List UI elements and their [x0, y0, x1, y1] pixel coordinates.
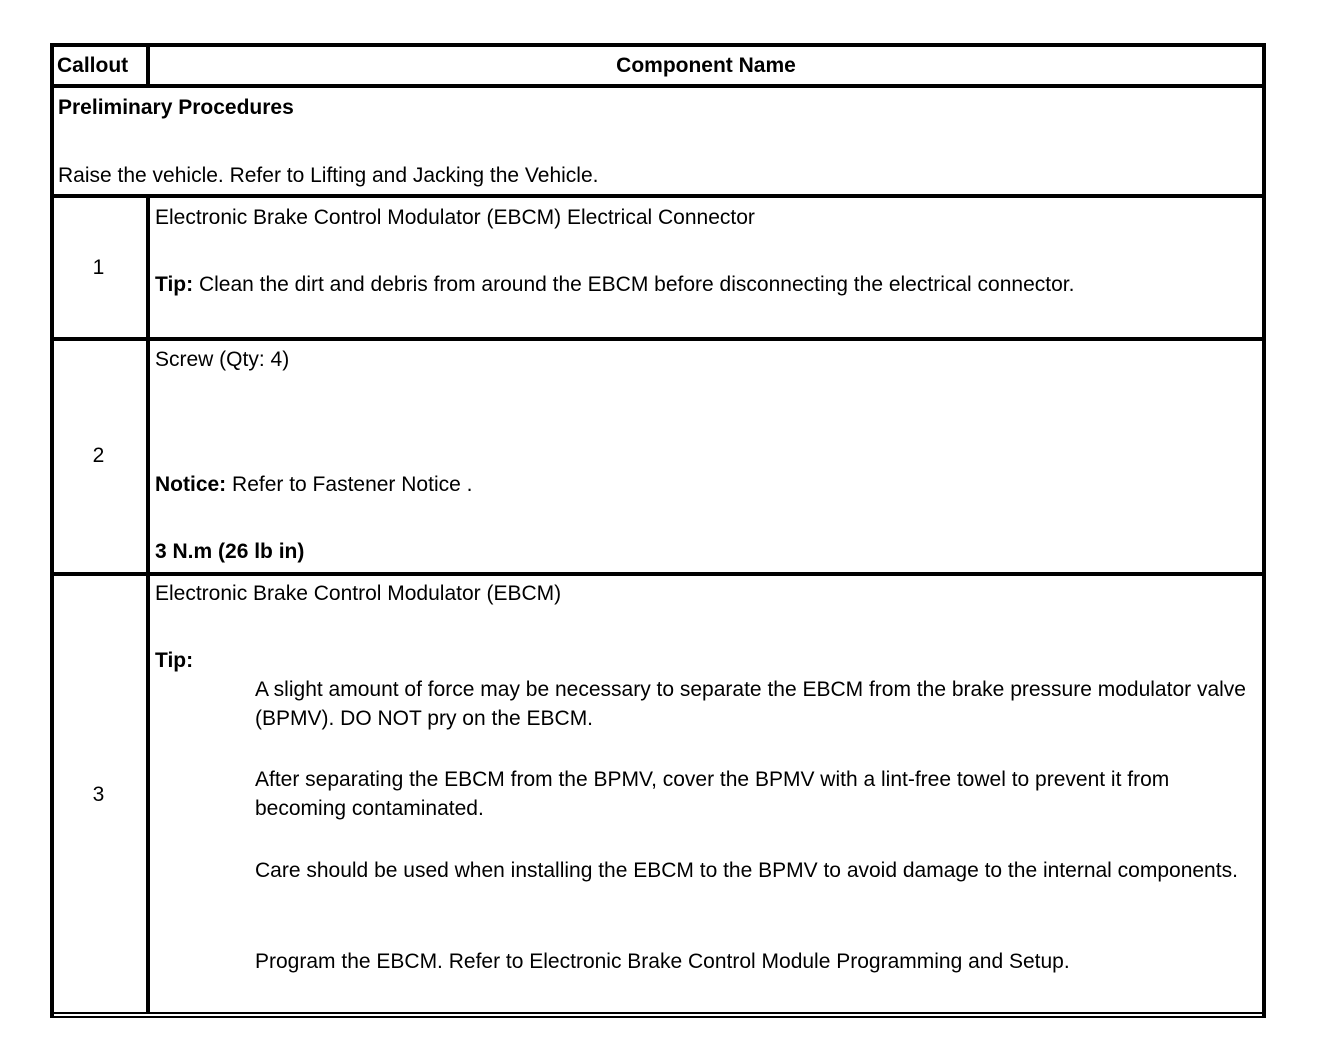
row-3-tip-1: A slight amount of force may be necessary to separate the EBCM from the brake pressure modulator valve (BPMV). DO NOT pry on the EBCM.	[255, 678, 1246, 730]
row-2-bottom-border	[50, 572, 1266, 576]
header-component-name: Component Name	[616, 54, 796, 77]
row-1-tip-label: Tip:	[155, 273, 194, 296]
row-1-callout: 1	[92, 256, 105, 279]
component-table	[50, 43, 1266, 1018]
row-1-bottom-border	[50, 337, 1266, 341]
table-bottom-border-2	[50, 1016, 1266, 1018]
row-3-tip-4: Program the EBCM. Refer to Electronic Brake Control Module Programming and Setup.	[255, 950, 1070, 973]
row-2-name: Screw (Qty: 4)	[155, 348, 290, 371]
header-bottom-border	[50, 84, 1266, 88]
table-bottom-border	[50, 1012, 1266, 1014]
row-2-torque: 3 N.m (26 lb in)	[155, 540, 305, 563]
table-top-border	[50, 43, 1266, 47]
table-right-border	[1262, 43, 1266, 1018]
row-3-callout: 3	[92, 783, 105, 806]
row-1-tip-text: Clean the dirt and debris from around the EBCM before disconnecting the electrical connector.	[193, 273, 1075, 296]
row-2-notice	[155, 472, 472, 498]
row-3-tip-3: Care should be used when installing the EBCM to the BPMV to avoid damage to the internal components.	[255, 859, 1238, 882]
row-2-notice-label: Notice:	[155, 473, 227, 496]
row-3-tip-label: Tip:	[155, 649, 194, 672]
header-callout: Callout	[57, 54, 129, 77]
preliminary-bottom-border	[50, 194, 1266, 198]
row-2-callout: 2	[92, 444, 105, 467]
row-3-name: Electronic Brake Control Modulator (EBCM)	[155, 582, 562, 605]
row-3-tip-2: After separating the EBCM from the BPMV, cover the BPMV with a lint-free towel to prevent it from becoming contaminated.	[255, 768, 1170, 820]
row-1-name: Electronic Brake Control Modulator (EBCM) Electrical Connector	[155, 206, 755, 229]
row-1-tip	[155, 272, 1074, 298]
preliminary-text: Raise the vehicle. Refer to Lifting and Jacking the Vehicle.	[58, 164, 599, 187]
table-left-border	[50, 43, 54, 1018]
row-2-notice-text: Refer to Fastener Notice .	[226, 473, 473, 496]
preliminary-title: Preliminary Procedures	[58, 96, 294, 119]
